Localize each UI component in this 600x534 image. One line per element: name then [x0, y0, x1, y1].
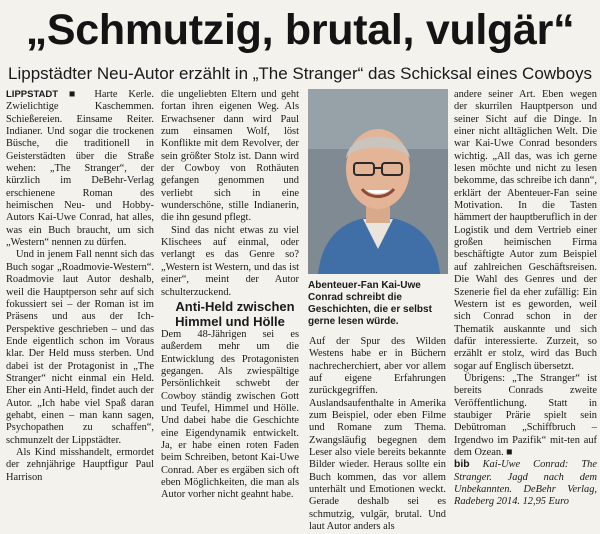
paragraph: die ungeliebten Eltern und geht fortan ihren eigenen Weg. Als Erwachsener dann wird Paul zum einsamen Wolf, löst Konflikte mit dem Revolver, der sein größter Stolz ist. Dann wird der Cowboy von Rothäuten gefangen genommen und verliebt sich in eine wunderschöne, stille Indianerin, die ihn gesund pflegt.: [161, 89, 299, 224]
paragraph: Sind das nicht etwas zu viel Klischees auf einmal, oder verlangt es das Genre so? „Western ist Western, und das ist einer“, meint der Autor schulterzuckend.: [161, 224, 299, 298]
photo-caption: Abenteuer-Fan Kai-Uwe Conrad schreibt die Geschichten, die er selbst gerne lesen würde.: [308, 280, 432, 327]
author-photo: [308, 89, 448, 274]
book-info: [454, 459, 597, 508]
lead-text: ■ Harte Kerle. Zwielichtige Kaschemmen. Schießereien. Einsame Reiter. Indianer. Und sogar die trockenen Büsche, die traditionell in Geisterstädten über die Straße wehen: „The Stranger“, der kürzlich im DeBehr-Verlag erschienene Roman des heimischen Neu- und Hobby-Autors Kai-Uwe Conrad, hat alles, was ein Buch braucht, um sich „Western“ nennen zu dürfen.: [6, 89, 154, 249]
headline: „Schmutzig, brutal, vulgär“: [25, 6, 575, 54]
paragraph: Übrigens: „The Stranger“ ist bereits Conrads zweite Veröffentlichung. Statt in staubiger Prärie spielt sein Debütroman „Schiffbruch – Irgendwo im Pazifik“ mit-ten auf dem Ozean. ■: [454, 372, 597, 458]
article-column-3: [309, 336, 446, 534]
paragraph: Auf der Spur des Wilden Westens habe er in Büchern nachrecherchiert, aber vor allem auf eigene Erfahrungen zurückgegriffen. Auslandsaufenthalte in Amerika zum Beispiel, oder eben Filme und Romane zum Thema. Zwangsläufig begegnen dem Leser also viele bereits bekannte Bilder wieder. Heraus sollte ein Buch kommen, das vor allem unterhält und Emotionen weckt. Gerade deshalb sei es schmutzig, vulgär, brutal. Und laut Autor anders als: [309, 336, 446, 533]
book-info-text: Kai-Uwe Conrad: The Stranger. Jagd nach dem Unbekannten. DeBehr Verlag, Radeberg 2014. 12,95 Euro: [454, 459, 597, 508]
author-portrait-illustration: [308, 89, 448, 274]
lead-paragraph: [6, 89, 154, 249]
bib-tag: bib: [454, 459, 470, 471]
article-column-2: [161, 89, 299, 502]
paragraph: Als Kind misshandelt, ermordet der zehnjährige Hauptfigur Paul Harrison: [6, 446, 154, 483]
article-column-1: [6, 89, 154, 484]
paragraph: Und in jenem Fall nennt sich das Buch sogar „Roadmovie-Western“. Roadmovie laut Autor deshalb, weil die Hauptperson sehr auf sich fokussiert sei – der Roman ist im Präsens und aus der Ich-Perspektive geschrieben – und das Ende eigentlich schon im Voraus klar. Der Held muss sterben. Und dabei ist der Protagonist in „The Stranger“ nicht einmal ein Held. Eher ein Anti-Held, findet auch der Autor. „Ich habe viel Spaß daran gehabt, einen – man kann sagen, Psychopathen zu schaffen“, schmunzelt der Lippstädter.: [6, 249, 154, 446]
paragraph: Dem 48-Jährigen sei es außerdem mehr um die Entwicklung des Protagonisten gegangen. Als zwiespältige Persönlichkeit schwebt der Cowboy ständig zwischen Gott und Teufel, Himmel und Hölle. Und dabei habe die Geschichte eine Eigendynamik entwickelt. Ja, er habe einen roten Faden beim Schreiben, betont Kai-Uwe Conrad. Aber es ergäben sich oft eben Möglichkeiten, die man als Autor vorher nicht geahnt habe.: [161, 328, 299, 501]
paragraph: andere seiner Art. Eben wegen der skurrilen Hauptperson und seiner Sicht auf die Dinge. In einer nicht alltäglichen Welt. Die war Kai-Uwe Conrad besonders wichtig. „All das, was ich gerne lesen möchte und nicht zu lesen bekomme, das schreibe ich dann“, erklärt der Abenteuer-Fan seine Motivation. In die Tasten hämmert der hauptberuflich in der Logistik und dem Vertrieb einer großen heimischen Firma beschäftigte Autor zum Beispiel auf zahlreichen Geschäftsreisen. Die Wahl des Genres und der Szenerie fiel da eher zufällig: Ein Western ist es geworden, weil sich Conrad schon in der Thematik auskannte und sich dafür interessierte. Zurzeit, so erzählt er stolz, wird das Buch sogar auf Englisch übersetzt.: [454, 89, 597, 372]
section-subtitle: Anti-Held zwischen Himmel und Hölle: [175, 298, 295, 329]
article-column-4: [454, 89, 597, 509]
subheadline: Lippstädter Neu-Autor erzählt in „The Stranger“ das Schicksal eines Cowboys: [8, 64, 592, 83]
dateline: LIPPSTADT: [6, 89, 59, 100]
